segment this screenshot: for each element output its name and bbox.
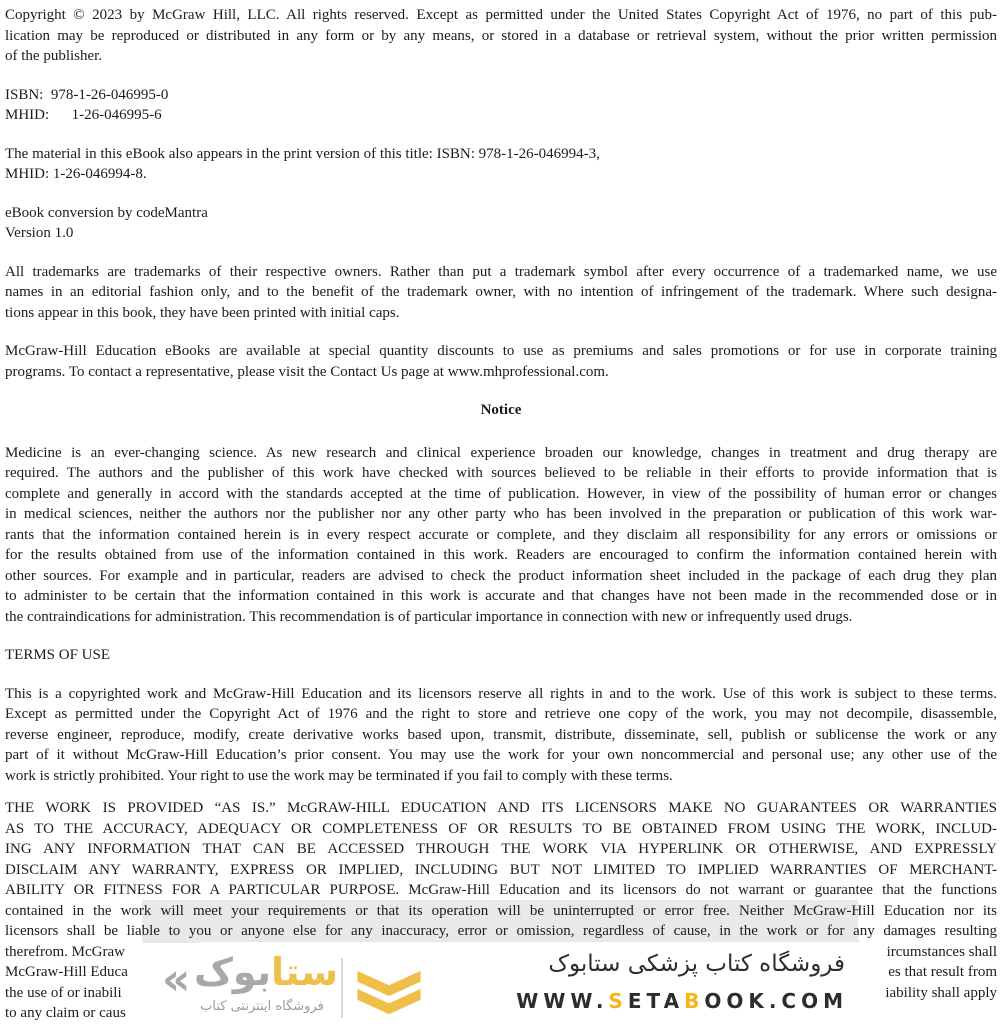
text-line: to administer to be certain that the information contained in this work is accurate and that changes have not been made in the recommended dose or in	[5, 588, 997, 604]
text-line: in medical sciences, neither the authors nor the publisher nor any other party who has been involved in the preparation or publication of this work war-	[5, 506, 997, 522]
text-line: tions appear in this book, they have been printed with initial caps.	[5, 304, 400, 321]
watermark-website-url	[516, 986, 848, 1016]
text-line: work is strictly prohibited. Your right to use the work may be terminated if you fail to comply with these terms.	[5, 767, 673, 784]
url-segment: B	[684, 989, 705, 1013]
text-line: Medicine is an ever-changing science. As new research and clinical experience broaden our knowledge, changes in treatment and drug therapy are	[5, 444, 997, 461]
url-segment: ETA	[627, 989, 685, 1013]
line-left-fragment: McGraw-Hill Educa	[5, 964, 128, 980]
url-segment: OOK.COM	[704, 989, 848, 1013]
text-line: names in an editorial fashion only, and to the benefit of the trademark owner, with no intention of infringement of the trademark. Where such designa-	[5, 284, 997, 300]
text-line: licensors shall be liable to you or anyone else for any inaccuracy, error or omission, regardless of cause, in the work or for any damages resulting	[5, 923, 997, 939]
text-line: lication may be reproduced or distributed in any form or by any means, or stored in a database or retrieval system, without the prior written permission	[5, 27, 997, 44]
text-line: Version 1.0	[5, 225, 74, 241]
copyright-paragraph	[5, 5, 997, 67]
page-content	[5, 5, 997, 1024]
conversion-block	[5, 203, 997, 244]
watermark-store-title: فروشگاه کتاب پزشکی ستابوک	[548, 951, 845, 977]
url-segment: WWW.	[516, 989, 609, 1013]
trademarks-paragraph	[5, 262, 997, 324]
text-line: required. The authors and the publisher of this work have checked with sources believed to be reliable in their efforts to provide information that is	[5, 465, 997, 481]
text-line: ISBN: 978-1-26-046995-0	[5, 86, 169, 103]
text-line: Copyright © 2023 by McGraw Hill, LLC. All rights reserved. Except as permitted under the United States Copyright Act of 1976, no part of this pub-	[5, 7, 997, 23]
text-line: AS TO THE ACCURACY, ADEQUACY OR COMPLETENESS OF OR RESULTS TO BE OBTAINED FROM USING THE WORK, INCLUD-	[5, 820, 997, 837]
text-line: of the publisher.	[5, 48, 103, 64]
print-version-block	[5, 144, 997, 185]
text-line: ING ANY INFORMATION THAT CAN BE ACCESSED THROUGH THE WORK VIA HYPERLINK OR OTHERWISE, AND EXPRESSLY	[5, 841, 997, 857]
warranty-paragraph	[5, 798, 997, 942]
notice-heading: Notice	[480, 402, 522, 418]
text-line: eBook conversion by codeMantra	[5, 204, 208, 221]
text-line: All trademarks are trademarks of their respective owners. Rather than put a trademark symbol after every occurrence of a trademarked name, we use	[5, 263, 997, 280]
text-line: contained in the work will meet your requirements or that its operation will be uninterrupted or error free. Neither McGraw-Hill Education nor its	[5, 902, 997, 919]
isbn-block	[5, 85, 997, 126]
text-line: Except as permitted under the Copyright Act of 1976 and the right to store and retrieve one copy of the work, you may not decompile, disassemble,	[5, 706, 997, 722]
text-line: THE WORK IS PROVIDED “AS IS.” McGRAW-HILL EDUCATION AND ITS LICENSORS MAKE NO GUARANTEES OR WARRANTIES	[5, 800, 997, 816]
wordmark-yellow-part: ستا	[271, 950, 339, 994]
text-line: The material in this eBook also appears in the print version of this title: ISBN: 978-1-26-046994-3,	[5, 145, 600, 162]
watermark-divider	[341, 958, 343, 1018]
setabook-logo-guillemet-icon: «	[162, 954, 191, 1005]
line-left-fragment: the use of or inabili	[5, 984, 122, 1001]
line-right-fragment: es that result from	[888, 964, 997, 980]
text-line: This is a copyrighted work and McGraw-Hill Education and its licensors reserve all rights in and to the work. Use of this work is subject to these terms.	[5, 685, 997, 702]
setabook-logo-wordmark	[194, 946, 338, 998]
text-line: DISCLAIM ANY WARRANTY, EXPRESS OR IMPLIED, INCLUDING BUT NOT LIMITED TO IMPLIED WARRANTIES OF MERCHANT-	[5, 861, 997, 878]
text-line: programs. To contact a representative, please visit the Contact Us page at www.mhprofessional.com.	[5, 363, 609, 380]
terms-of-use-heading: TERMS OF USE	[5, 647, 111, 663]
text-line: MHID: 1-26-046994-8.	[5, 166, 147, 182]
text-line: other sources. For example and in particular, readers are advised to check the product information sheet included in the package of each drug they plan	[5, 567, 997, 584]
text-line: reverse engineer, reproduce, modify, create derivative works based upon, transmit, distribute, disseminate, sell, publish or sublicense the work or any	[5, 726, 997, 743]
notice-paragraph	[5, 443, 997, 628]
setabook-logo-tagline: فروشگاه اینترنتی کتاب	[200, 999, 324, 1014]
terms-paragraph	[5, 684, 997, 787]
line-left-fragment: therefrom. McGraw	[5, 943, 125, 960]
text-line: part of it without McGraw-Hill Education’s prior consent. You may use the work for your own noncommercial and personal use; any other use of the	[5, 747, 997, 763]
line-left-fragment: to any claim or caus	[5, 1005, 126, 1021]
setabook-chevron-logo-icon	[352, 960, 426, 1016]
text-line: the contraindications for administration. This recommendation is of particular importance in connection with new or infrequently used drugs.	[5, 608, 853, 625]
text-line: rants that the information contained herein is in every respect accurate or complete, and they disclaim all responsibility for any errors or omissions or	[5, 526, 997, 543]
text-line: MHID: 1-26-046995-6	[5, 107, 162, 123]
text-line: ABILITY OR FITNESS FOR A PARTICULAR PURPOSE. McGraw-Hill Education and its licensors do not warrant or guarantee that the functions	[5, 882, 997, 898]
text-line: McGraw-Hill Education eBooks are available at special quantity discounts to use as premiums and sales promotions or for use in corporate training	[5, 343, 997, 359]
text-line: complete and generally in accord with the standards accepted at the time of publication. However, in view of the possibility of human error or changes	[5, 485, 997, 502]
text-line: for the results obtained from use of the information contained in this work. Readers are encouraged to confirm the information contained herein with	[5, 547, 997, 563]
quantity-discounts-paragraph	[5, 341, 997, 382]
line-right-fragment: iability shall apply	[885, 984, 997, 1001]
url-segment: S	[608, 989, 628, 1013]
wordmark-gray-part: بوک	[194, 950, 272, 994]
line-right-fragment: ircumstances shall	[886, 943, 997, 960]
